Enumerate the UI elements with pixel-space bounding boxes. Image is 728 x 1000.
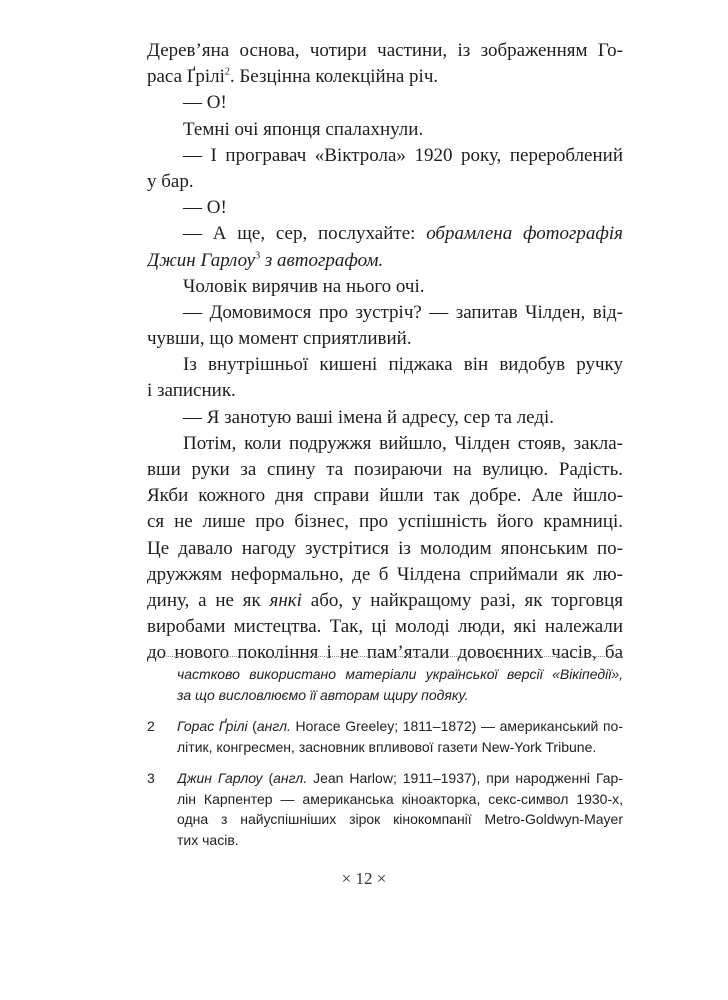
text-run: Із внутрішньої кишені піджака він видобув ручку [183,354,623,376]
text-run: дружжям неформально, де б Чілдена сприймали як лю- [147,563,623,585]
text-run: за що висловлюємо її авторам щиру подяку. [177,686,469,703]
footnote [147,664,623,705]
text-run: тих часів. [177,831,239,848]
text-line [147,300,623,326]
text-run: ся не лише про бізнес, про успішність його крамниці. [147,511,623,533]
footnote-line [177,768,623,789]
text-run: Темні очі японця спалахнули. [183,118,424,140]
footnote-line [177,830,623,851]
text-run: або, у найкращому разі, як торговця [301,589,623,611]
text-run: до нового покоління і не пам’ятали довоєнних часів, ба [147,642,623,664]
footnotes [147,664,623,861]
text-line [147,221,623,247]
text-line [147,457,623,483]
text-line [147,169,623,195]
footnote [147,716,623,757]
text-line [147,90,623,116]
body-text [147,38,623,667]
text-run: дину, а не як [147,589,270,611]
text-run: — Я занотую ваші імена й адресу, сер та леді. [183,406,555,428]
footnote-line [177,716,623,737]
text-line [147,509,623,535]
footnote [147,768,623,850]
text-line [147,562,623,588]
text-line [147,483,623,509]
footnote-ref: 2 [224,66,230,78]
footnote-line [177,809,623,830]
text-run: англ. [273,770,308,786]
text-run: одна з найуспішніших зірок кінокомпанії Metro-Goldwyn-Mayer [177,811,623,827]
text-run: — А ще, сер, послухайте: [183,223,427,245]
text-run: з автографом. [260,249,384,271]
text-run: раса Ґрілі [147,66,225,88]
text-run: ( [262,770,274,786]
page-number: × 12 × [341,869,387,888]
text-line [147,143,623,169]
text-run: лін Карпентер — американська кіноакторка, секс-символ 1930-х, [177,790,623,807]
text-run: обрамлена фотографія [426,223,623,245]
text-run: Джин Гарлоу [147,249,256,271]
text-run: . Безцінна колекційна річ. [229,66,439,88]
footnote-line [177,789,623,810]
footnote-number: 2 [147,718,155,734]
text-run: Це давало нагоду зустрітися із молодим японським по- [147,537,623,559]
footnote-ref: 3 [255,250,261,262]
text-run: — О! [183,92,227,114]
text-run: Якби кожного дня справи йшли так добре. Але йшло- [147,485,623,507]
text-line [147,536,623,562]
text-line [147,614,623,640]
text-run: частково використано матеріали української версії «Вікіпедії», [177,666,623,682]
text-run: Jean Harlow; 1911–1937), при народженні Гар- [307,770,623,786]
text-run: англ. [256,718,291,734]
text-line [147,431,623,457]
text-line [147,326,623,352]
text-line [147,378,623,404]
footnote-number: 3 [147,770,155,786]
footnote-divider [147,656,623,657]
text-line [147,64,623,90]
text-run: виробами мистецтва. Так, ці молоді люди, які належали [147,616,623,638]
text-run: Чоловік вирячив на нього очі. [183,275,425,297]
text-run: янкі [269,589,302,611]
text-line [147,405,623,431]
text-line [147,248,623,274]
text-run: і записник. [147,380,236,402]
text-line [147,640,623,666]
text-run: — О! [183,197,227,219]
text-run: Дерев’яна основа, чотири частини, із зображенням Го- [147,40,623,61]
text-run: чувши, що момент сприятливий. [147,328,412,350]
text-run: у бар. [147,170,194,192]
text-line [147,195,623,221]
text-run: Horace Greeley; 1811–1872) — американський по- [290,718,623,734]
text-line [147,588,623,614]
text-run: Джин Гарлоу [177,770,263,786]
footnote-line [177,664,623,685]
text-line [147,38,623,64]
text-run: Потім, коли подружжя вийшло, Чілден стояв, закла- [183,432,623,454]
text-line [147,117,623,143]
footnote-line [177,685,623,706]
text-line [147,352,623,378]
text-run: ( [247,718,257,734]
text-line [147,274,623,300]
text-run: вши руки за спину та позираючи на вулицю. Радість. [147,459,623,480]
footnote-line [177,737,623,758]
text-run: Горас Ґрілі [177,718,248,734]
text-run: — І програвач «Віктрола» 1920 року, перероблений [183,144,623,166]
text-run: — Домовимося про зустріч? — запитав Чілден, від- [183,301,623,323]
text-run: літик, конгресмен, засновник впливової газети New-York Tribune. [177,738,597,755]
